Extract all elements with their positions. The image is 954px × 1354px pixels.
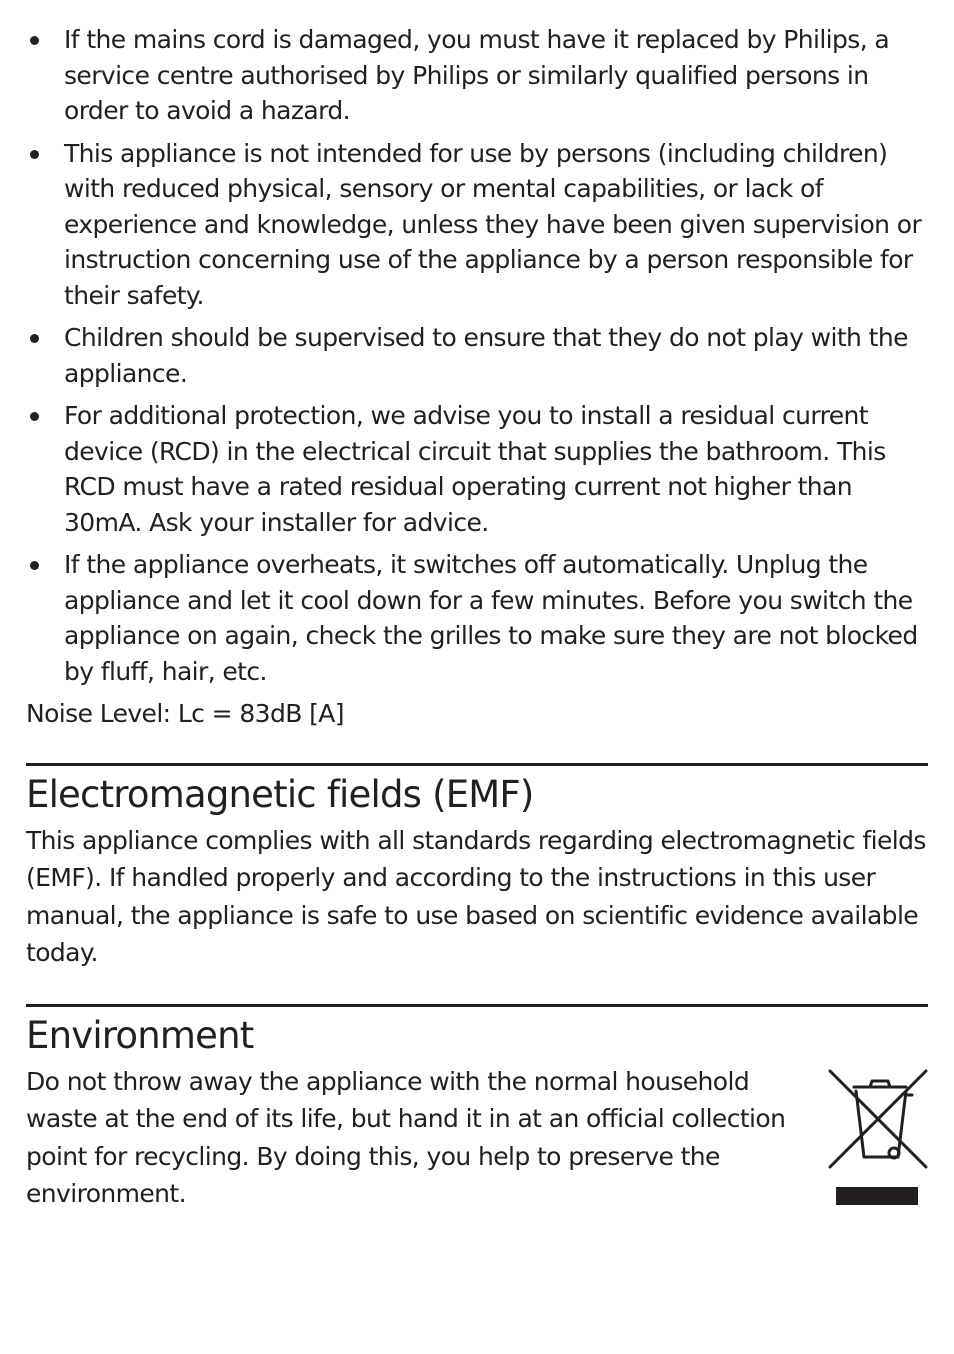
environment-section: [26, 1004, 928, 1213]
emf-heading: Electromagnetic fields (EMF): [26, 772, 534, 816]
emf-section: [26, 763, 928, 972]
bullet-text: If the appliance overheats, it switches off automatically. Unplug the appliance and let it cool down for a few minutes. Before you switch the appliance on again, check the grilles to make sure they are not blocked by fluff, hair, etc.: [64, 550, 918, 686]
safety-bullet-list: [26, 22, 928, 689]
bullet-dot-icon: [30, 412, 39, 421]
bullet-dot-icon: [30, 561, 39, 570]
bullet-dot-icon: [30, 150, 39, 159]
bullet-item-overheat: [26, 547, 928, 689]
bullet-item-children: [26, 320, 928, 391]
crossed-out-wheelie-bin-icon: [828, 1069, 928, 1209]
environment-body-wrap: [26, 1063, 928, 1213]
bullet-text: Children should be supervised to ensure that they do not play with the appliance.: [64, 323, 908, 388]
environment-body: Do not throw away the appliance with the normal household waste at the end of its life, but hand it in at an official collection point for recycling. By doing this, you help to preserve the environment.: [26, 1066, 786, 1208]
bullet-item-persons: [26, 136, 928, 314]
bullet-text: This appliance is not intended for use by persons (including children) with reduced physical, sensory or mental capabilities, or lack of experience and knowledge, unless they have been given supervision or instruction concerning use of the appliance by a person responsible for their safety.: [64, 138, 922, 310]
bullet-dot-icon: [30, 36, 39, 45]
bullet-text: If the mains cord is damaged, you must have it replaced by Philips, a service centre authorised by Philips or similarly qualified persons in order to avoid a hazard.: [64, 25, 890, 125]
bullet-item-mains-cord: [26, 22, 928, 129]
emf-body: This appliance complies with all standards regarding electromagnetic fields (EMF). If handled properly and according to the instructions in this user manual, the appliance is safe to use based on scientific evidence available today.: [26, 825, 926, 967]
noise-level-text: Noise Level: Lc = 83dB [A]: [26, 699, 344, 728]
bullet-dot-icon: [30, 334, 39, 343]
bullet-item-rcd: [26, 398, 928, 540]
environment-heading: Environment: [26, 1013, 254, 1057]
bullet-text: For additional protection, we advise you to install a residual current device (RCD) in the electrical circuit that supplies the bathroom. This RCD must have a rated residual operating current not higher than 30mA. Ask your installer for advice.: [64, 401, 886, 537]
manual-page: [26, 22, 928, 1213]
